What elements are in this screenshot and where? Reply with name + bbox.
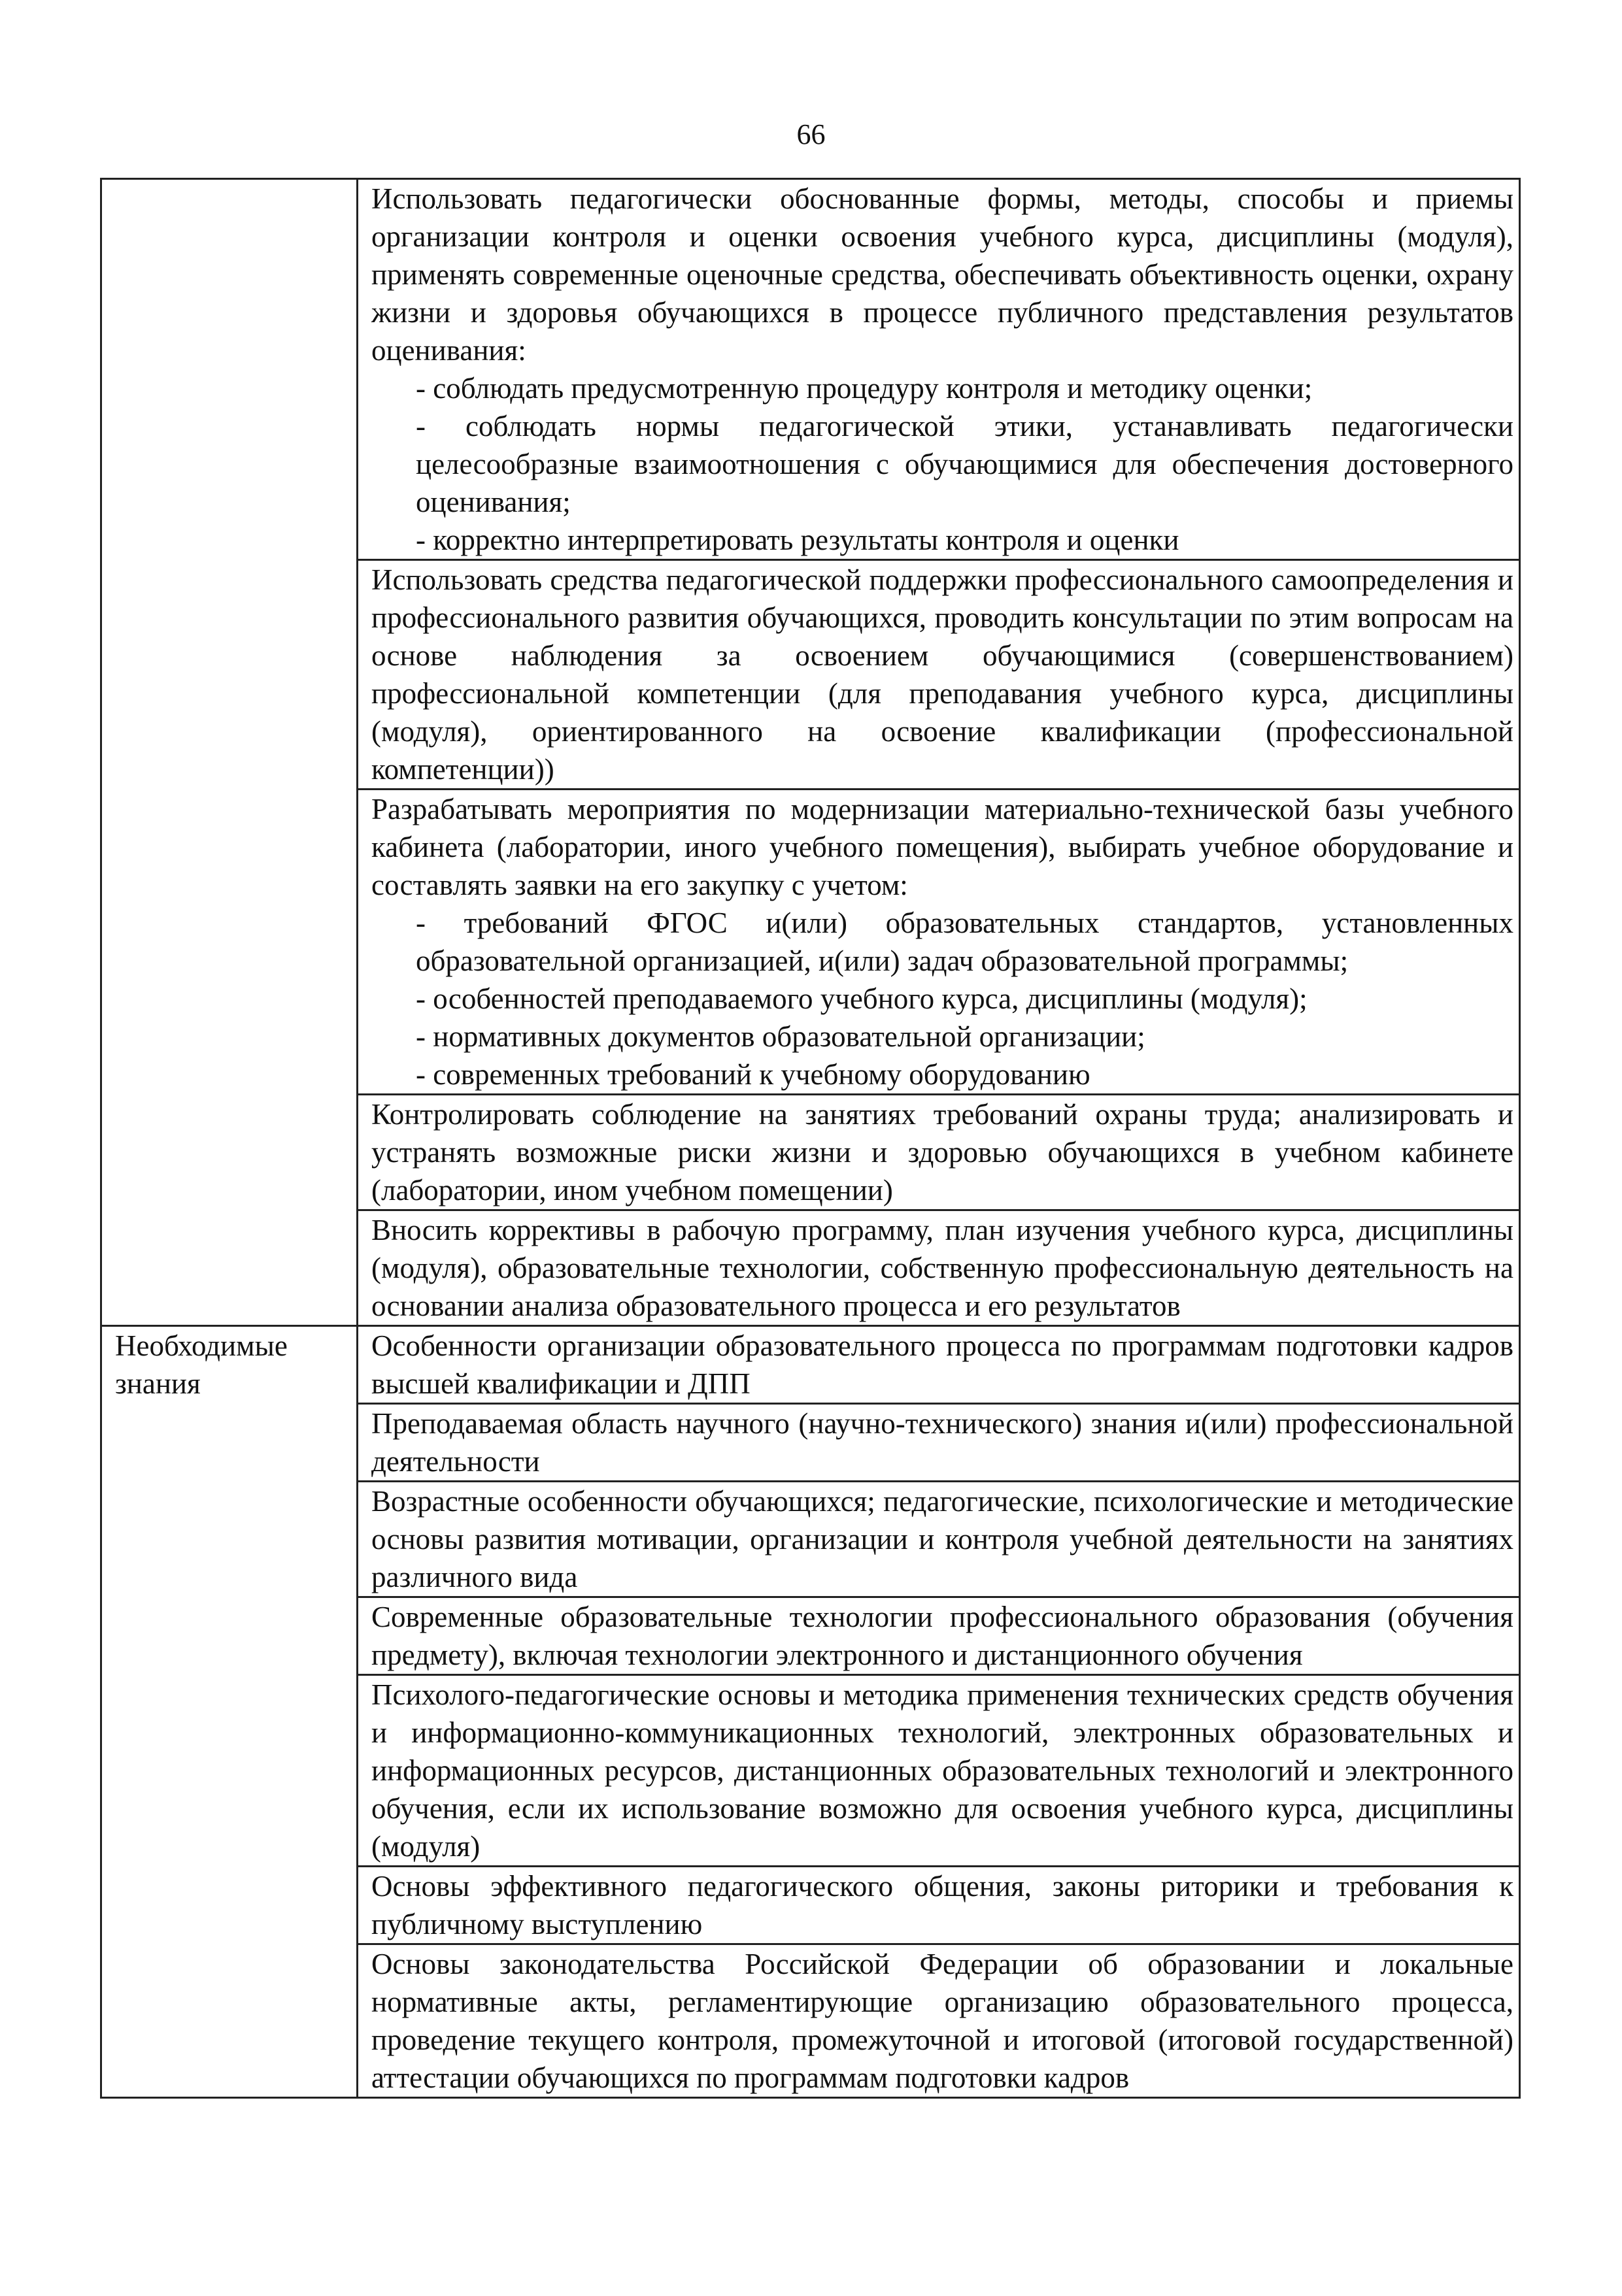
knowledge-text: Современные образовательные технологии профессионального образования (обучения предмету), включая технологии электронного и дистанционного обучения: [371, 1601, 1513, 1671]
skill-subitem: - корректно интерпретировать результаты контроля и оценки: [416, 524, 1179, 556]
knowledge-cell: [358, 1944, 1520, 2098]
skills-label-cell: [101, 179, 358, 1326]
table-row: [101, 179, 1520, 560]
knowledge-label: Необходимые знания: [115, 1329, 288, 1400]
skill-subitem: - требований ФГОС и(или) образовательных стандартов, установленных образовательной организацией, и(или) задач образовательной программы;: [416, 907, 1513, 977]
skill-subitem: - нормативных документов образовательной организации;: [416, 1020, 1145, 1053]
skill-text: Контролировать соблюдение на занятиях требований охраны труда; анализировать и устранять возможные риски жизни и здоровью обучающихся в учебном кабинете (лаборатории, ином учебном помещении): [371, 1098, 1513, 1206]
knowledge-text: Основы эффективного педагогического общения, законы риторики и требования к публичному выступлению: [371, 1870, 1513, 1940]
skill-subitem: - соблюдать предусмотренную процедуру контроля и методику оценки;: [416, 372, 1313, 405]
skill-text: Вносить коррективы в рабочую программу, план изучения учебного курса, дисциплины (модуля), образовательные технологии, собственную профессиональную деятельность на основании анализа образовательного процесса и его результатов: [371, 1214, 1513, 1322]
skill-subitem: - особенностей преподаваемого учебного курса, дисциплины (модуля);: [416, 982, 1308, 1015]
knowledge-cell: [358, 1404, 1520, 1482]
skill-text: Разрабатывать мероприятия по модернизации материально-технической базы учебного кабинета (лаборатории, иного учебного помещения), выбирать учебное оборудование и составлять заявки на его закупку с учетом:: [371, 793, 1513, 901]
knowledge-cell: [358, 1867, 1520, 1944]
professional-standard-table: [100, 178, 1521, 2099]
knowledge-text: Основы законодательства Российской Федерации об образовании и локальные нормативные акты, регламентирующие организацию образовательного процесса, проведение текущего контроля, промежуточной и итоговой (итоговой государственной) аттестации обучающихся по программам подготовки кадров: [371, 1948, 1513, 2094]
skill-text: Использовать педагогически обоснованные формы, методы, способы и приемы организации контроля и оценки освоения учебного курса, дисциплины (модуля), применять современные оценочные средства, обеспечивать объективность оценки, охрану жизни и здоровья обучающихся в процессе публичного представления результатов оценивания:: [371, 182, 1513, 367]
table-row: [101, 1326, 1520, 1404]
skill-cell: [358, 1210, 1520, 1326]
knowledge-label-cell: [101, 1326, 358, 2098]
skill-subitem: - соблюдать нормы педагогической этики, устанавливать педагогически целесообразные взаимоотношения с обучающимися для обеспечения достоверного оценивания;: [416, 410, 1513, 518]
skill-cell: [358, 179, 1520, 560]
skill-text: Использовать средства педагогической поддержки профессионального самоопределения и профессионального развития обучающихся, проводить консультации по этим вопросам на основе наблюдения за освоением обучающимися (совершенствованием) профессиональной компетенции (для преподавания учебного курса, дисциплины (модуля), ориентированного на освоение квалификации (профессиональной компетенции)): [371, 563, 1513, 786]
knowledge-text: Преподаваемая область научного (научно-технического) знания и(или) профессиональной деятельности: [371, 1407, 1513, 1478]
knowledge-cell: [358, 1482, 1520, 1597]
skill-cell: [358, 1095, 1520, 1210]
knowledge-cell: [358, 1326, 1520, 1404]
knowledge-text: Психолого-педагогические основы и методика применения технических средств обучения и информационно-коммуникационных технологий, электронных образовательных и информационных ресурсов, дистанционных образовательных технологий и электронного обучения, если их использование возможно для освоения учебного курса, дисциплины (модуля): [371, 1678, 1513, 1863]
knowledge-text: Особенности организации образовательного процесса по программам подготовки кадров высшей квалификации и ДПП: [371, 1329, 1513, 1400]
skill-cell: [358, 560, 1520, 790]
page-number: 66: [796, 118, 826, 150]
skill-cell: [358, 790, 1520, 1095]
knowledge-text: Возрастные особенности обучающихся; педагогические, психологические и методические основы развития мотивации, организации и контроля учебной деятельности на занятиях различного вида: [371, 1485, 1513, 1593]
knowledge-cell: [358, 1597, 1520, 1675]
skill-subitem: - современных требований к учебному оборудованию: [416, 1058, 1090, 1091]
knowledge-cell: [358, 1675, 1520, 1867]
